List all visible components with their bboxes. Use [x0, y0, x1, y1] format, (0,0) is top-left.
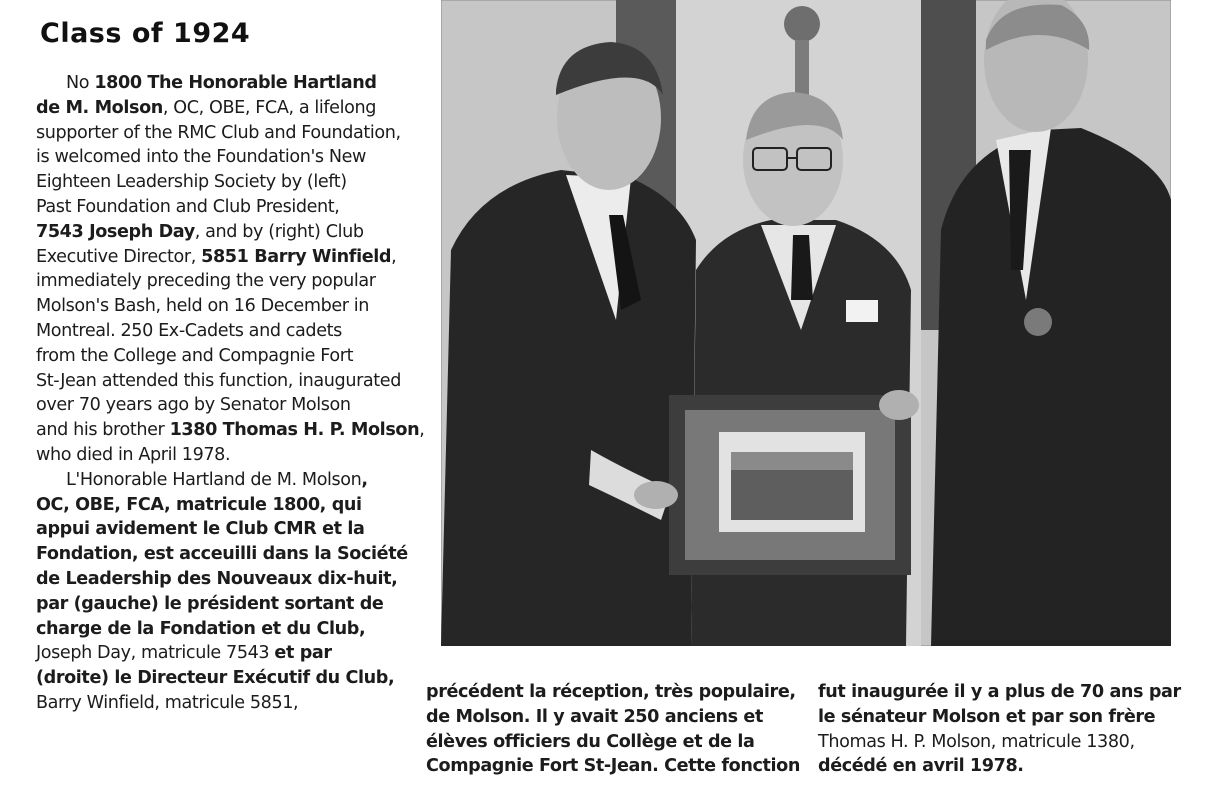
text-run: Joseph Day, matricule 7543: [36, 643, 275, 664]
text-line: [36, 493, 426, 518]
text-line: [36, 294, 426, 319]
text-run: Past Foundation and Club President,: [36, 196, 340, 217]
bold-text-run: Fondation, est acceuilli dans la Société: [36, 544, 408, 565]
text-line: [36, 170, 426, 195]
text-run: Executive Director,: [36, 246, 202, 267]
article-heading: Class of 1924: [40, 18, 251, 49]
article-column-1: [36, 71, 426, 716]
text-line: [36, 517, 426, 542]
bold-text-run: le sénateur Molson et par son frère: [818, 706, 1156, 727]
text-line: [426, 730, 806, 755]
article-column-3: [818, 680, 1198, 779]
text-line: [36, 567, 426, 592]
text-line: [818, 680, 1198, 705]
text-run: is welcomed into the Foundation's New: [36, 147, 367, 168]
blazer-crest: [1024, 308, 1052, 336]
text-run: Barry Winfield, matricule 5851,: [36, 692, 299, 713]
text-line: [426, 754, 806, 779]
text-line: [36, 121, 426, 146]
text-line: [36, 617, 426, 642]
text-run: L'Honorable Hartland de M. Molson: [66, 469, 362, 490]
text-run: who died in April 1978.: [36, 444, 231, 465]
text-line: [36, 691, 426, 716]
bold-text-run: élèves officiers du Collège et de la: [426, 731, 755, 752]
text-run: Eighteen Leadership Society by (left): [36, 172, 347, 193]
text-line: [36, 393, 426, 418]
text-run: supporter of the RMC Club and Foundation,: [36, 122, 401, 143]
bold-text-run: appui avidement le Club CMR et la: [36, 519, 365, 540]
text-line: [36, 96, 426, 121]
wall-plaque: [784, 6, 820, 42]
text-run: , and by (right) Club: [194, 221, 364, 242]
bold-text-run: (droite) le Directeur Exécutif du Club,: [36, 668, 395, 689]
text-line: [36, 220, 426, 245]
pocket-square: [846, 300, 878, 322]
text-run: Montreal. 250 Ex-Cadets and cadets: [36, 320, 342, 341]
text-line: [426, 705, 806, 730]
article-column-2: [426, 680, 806, 779]
bold-text-run: charge de la Fondation et du Club,: [36, 618, 366, 639]
bold-text-run: fut inaugurée il y a plus de 70 ans par: [818, 682, 1181, 702]
framed-group-picture: [669, 395, 911, 575]
bold-text-run: Compagnie Fort St-Jean. Cette fonction: [426, 756, 800, 777]
text-run: immediately preceding the very popular: [36, 271, 376, 292]
text-line: [36, 468, 426, 493]
bold-text-run: 7543 Joseph Day: [36, 221, 195, 242]
text-line: [36, 145, 426, 170]
text-line: [36, 592, 426, 617]
bold-text-run: de M. Molson: [36, 97, 163, 118]
bold-text-run: 1800 The Honorable Hartland: [94, 73, 377, 93]
text-line: [36, 195, 426, 220]
bold-text-run: décédé en avril 1978.: [818, 756, 1024, 777]
text-line: [36, 71, 426, 96]
text-line: [36, 443, 426, 468]
text-line: [36, 666, 426, 691]
bold-text-run: ,: [361, 469, 368, 490]
bold-text-run: de Leadership des Nouveaux dix-huit,: [36, 568, 398, 589]
group-photograph: [441, 0, 1171, 646]
text-line: [818, 730, 1198, 755]
text-line: [36, 418, 426, 443]
text-run: over 70 years ago by Senator Molson: [36, 395, 351, 416]
text-run: Thomas H. P. Molson, matricule 1380,: [818, 731, 1135, 752]
text-line: [36, 319, 426, 344]
bold-text-run: et par: [274, 643, 332, 664]
text-line: [426, 680, 806, 705]
text-run: from the College and Compagnie Fort: [36, 345, 354, 366]
text-line: [36, 369, 426, 394]
text-run: and his brother: [36, 420, 170, 441]
text-line: [818, 705, 1198, 730]
text-run: ,: [391, 246, 397, 267]
bold-text-run: OC, OBE, FCA, matricule 1800, qui: [36, 494, 362, 515]
bold-text-run: 1380 Thomas H. P. Molson: [169, 420, 420, 441]
bold-text-run: par (gauche) le président sortant de: [36, 593, 384, 614]
bold-text-run: précédent la réception, très populaire,: [426, 682, 796, 702]
text-line: [818, 754, 1198, 779]
text-run: No: [66, 73, 95, 93]
text-line: [36, 245, 426, 270]
text-line: [36, 344, 426, 369]
text-line: [36, 641, 426, 666]
text-run: St-Jean attended this function, inaugurated: [36, 370, 401, 391]
text-line: [36, 542, 426, 567]
text-run: , OC, OBE, FCA, a lifelong: [162, 97, 376, 118]
text-run: ,: [419, 420, 425, 441]
bold-text-run: 5851 Barry Winfield: [201, 246, 392, 267]
text-line: [36, 269, 426, 294]
bold-text-run: de Molson. Il y avait 250 anciens et: [426, 706, 763, 727]
text-run: Molson's Bash, held on 16 December in: [36, 296, 370, 317]
